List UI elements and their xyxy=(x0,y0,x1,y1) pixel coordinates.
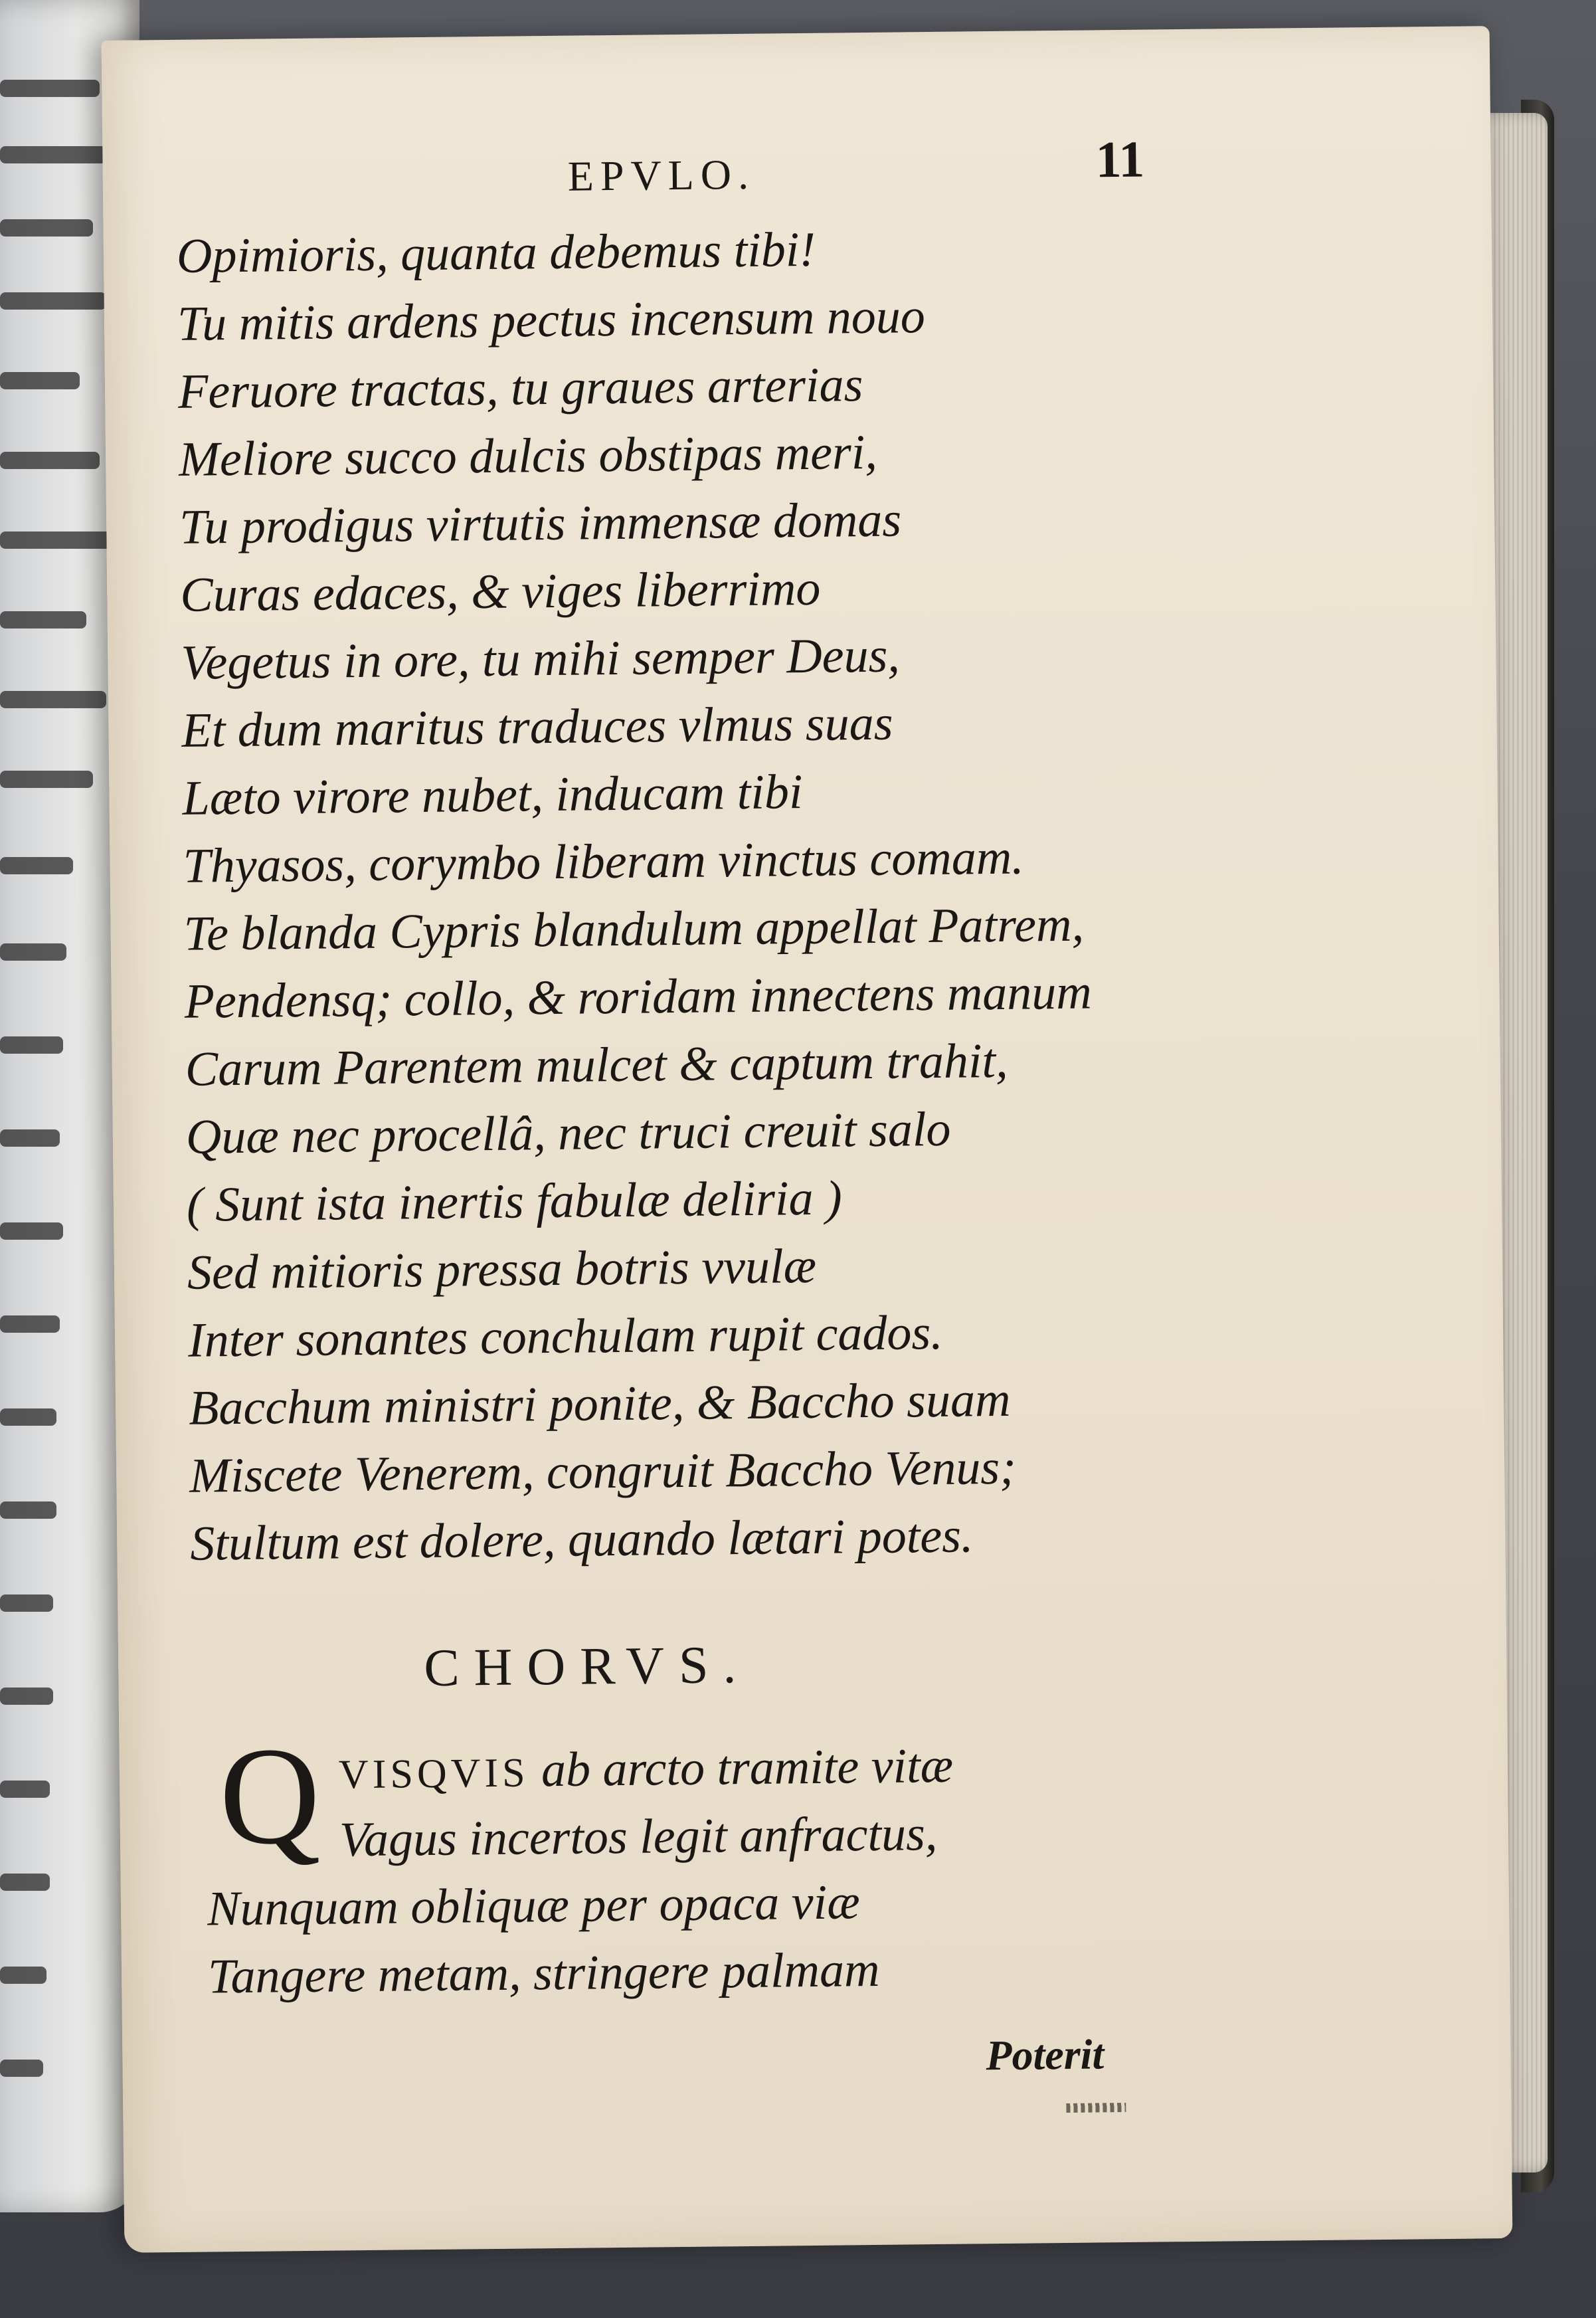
verse-line: Curas edaces, & viges liberrimo xyxy=(179,561,821,623)
verse-line: Sed mitioris pressa botris vvulæ xyxy=(187,1238,817,1300)
chorus-first-line xyxy=(338,1738,953,1801)
catchword: Poterit xyxy=(986,2030,1105,2079)
book-page xyxy=(102,26,1513,2253)
verse-line: Et dum maritus traduces vlmus suas xyxy=(181,696,893,758)
verse-line: Tu mitis ardens pectus incensum nouo xyxy=(177,289,926,351)
verse-line: Stultum est dolere, quando lætari potes. xyxy=(189,1508,974,1571)
verse-line: Thyasos, corymbo liberam vinctus comam. xyxy=(183,830,1025,894)
verse-line: ( Sunt ista inertis fabulæ deliria ) xyxy=(186,1171,843,1232)
verse-line: Miscete Venerem, congruit Baccho Venus; xyxy=(189,1440,1017,1503)
verse-line: Pendensq; collo, & roridam innectens manum xyxy=(184,965,1093,1029)
verse-line: Bacchum ministri ponite, & Baccho suam xyxy=(188,1372,1011,1436)
printer-signature-mark xyxy=(1066,2103,1126,2113)
running-head: EPVLO. xyxy=(567,150,756,200)
chorus-line: Vagus incertos legit anfractus, xyxy=(339,1806,938,1868)
verse-line: Opimioris, quanta debemus tibi! xyxy=(176,222,816,284)
chorus-first-word: VISQVIS xyxy=(338,1750,529,1798)
chorus-line: Nunquam obliquæ per opaca viæ xyxy=(207,1875,860,1937)
verse-line: Te blanda Cypris blandulum appellat Patrem, xyxy=(183,897,1085,961)
verse-line: Vegetus in ore, tu mihi semper Deus, xyxy=(181,628,901,690)
verse-line: Meliore succo dulcis obstipas meri, xyxy=(178,425,878,487)
verse-line: Tu prodigus virtutis immensæ domas xyxy=(179,492,902,555)
verse-line: Læto virore nubet, inducam tibi xyxy=(182,765,803,826)
page-number: 11 xyxy=(1095,130,1145,189)
drop-cap-initial: Q xyxy=(219,1718,321,1874)
verse-line: Quæ nec procellâ, nec truci creuit salo xyxy=(185,1102,951,1165)
verse-line: Carum Parentem mulcet & captum trahit, xyxy=(185,1033,1008,1097)
verse-line: Inter sonantes conchulam rupit cados. xyxy=(187,1305,944,1368)
chorus-heading: CHORVS. xyxy=(423,1635,751,1698)
chorus-first-line-rest: ab arcto tramite vitæ xyxy=(541,1738,954,1798)
verse-block xyxy=(176,213,1097,1578)
chorus-line: Tangere metam, stringere palmam xyxy=(207,1942,880,2004)
verse-line: Feruore tractas, tu graues arterias xyxy=(177,357,863,419)
